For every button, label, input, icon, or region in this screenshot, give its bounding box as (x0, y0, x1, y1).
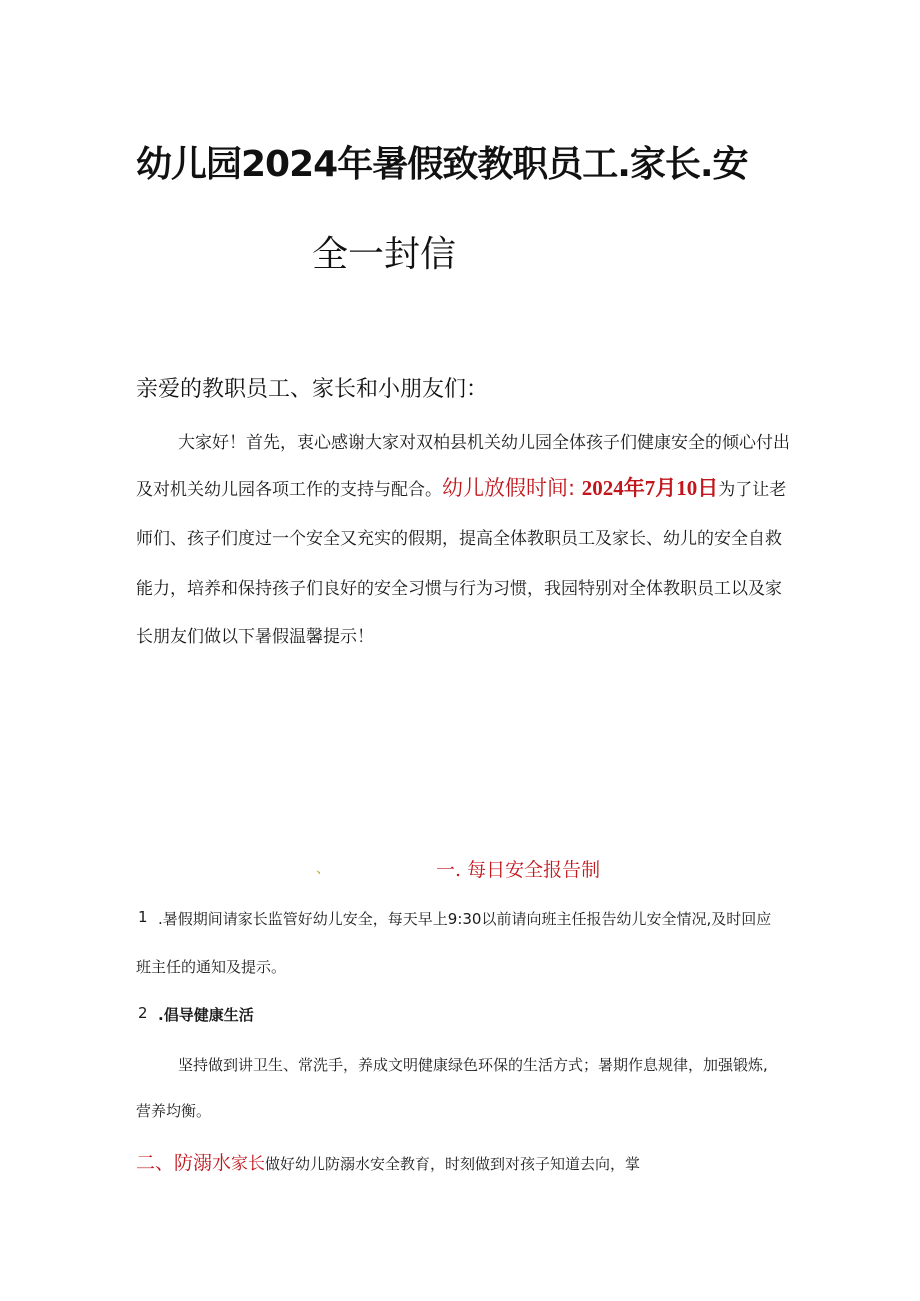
vacation-label: 幼儿放假时间: (442, 476, 582, 500)
vacation-date: 2024年7月10日 (581, 476, 719, 500)
section2-text: 做好幼儿防溺水安全教育，时刻做到对孩子知道去向，掌 (265, 1155, 641, 1173)
intro-line-2 (136, 472, 786, 502)
intro-line-1: 大家好！首先，衷心感谢大家对双柏县机关幼儿园全体孩子们健康安全的倾心付出 (178, 433, 790, 453)
item2-title: .倡导健康生活 (158, 1006, 254, 1024)
intro-line-4: 能力，培养和保持孩子们良好的安全习惯与行为习惯，我园特别对全体教职员工以及家 (136, 579, 782, 599)
section2-subject: 家长 (231, 1154, 266, 1174)
item2-line-2: 营养均衡。 (136, 1102, 212, 1120)
item1-line-2: 班主任的通知及提示。 (136, 958, 287, 976)
item2-number: 2 (138, 1004, 148, 1022)
section2-heading (136, 1148, 640, 1175)
section1-mark: 、 (316, 861, 330, 877)
intro-line-5: 长朋友们做以下暑假温馨提示！ (136, 627, 374, 647)
intro-line-3: 师们、孩子们度过一个安全又充实的假期，提高全体教职员工及家长、幼儿的安全自救 (136, 529, 782, 549)
section1-title: 一. 每日安全报告制 (436, 859, 601, 881)
item2-line-1: 坚持做到讲卫生、常洗手，养成文明健康绿色环保的生活方式；暑期作息规律，加强锻炼, (178, 1056, 768, 1074)
intro-line-2-text: 及对机关幼儿园各项工作的支持与配合。 (136, 480, 442, 500)
item1-number: 1 (138, 908, 148, 926)
item1-line-1: .暑假期间请家长监管好幼儿安全，每天早上9:30以前请向班主任报告幼儿安全情况,及时回应 (158, 910, 772, 928)
section2-title: 二、防溺水 (136, 1152, 232, 1174)
greeting: 亲爱的教职员工、家长和小朋友们： (136, 377, 489, 402)
intro-line-2-end: 为了让老 (718, 480, 787, 500)
document-title-line2: 全一封信 (312, 234, 457, 275)
document-title-line1: 幼儿园2024年暑假致教职员工.家长.安 (136, 144, 748, 185)
